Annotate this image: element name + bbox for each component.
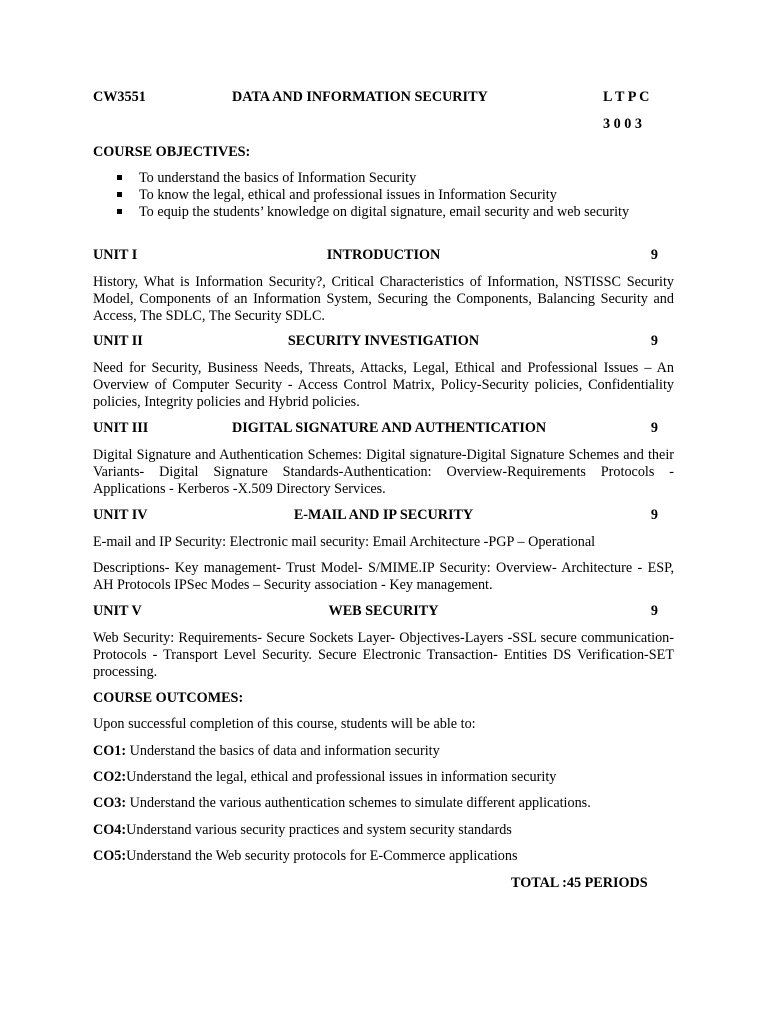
objectives-list: [93, 170, 674, 221]
unit-title: DIGITAL SIGNATURE AND AUTHENTICATION: [232, 420, 547, 436]
unit-title: INTRODUCTION: [326, 247, 441, 263]
unit-content: Need for Security, Business Needs, Threats, Attacks, Legal, Ethical and Professional Issues – An Overview of Computer Security - Access Control Matrix, Policy-Security policies, Confidentiality policies, Integrity policies and Hybrid policies.: [93, 360, 674, 410]
total-periods: TOTAL :45 PERIODS: [511, 875, 648, 891]
outcome-text: Understand various security practices and system security standards: [126, 822, 512, 838]
outcome-item: [93, 795, 674, 812]
objective-item: To understand the basics of Information Security: [93, 170, 674, 187]
outcome-code: CO5:: [93, 848, 127, 864]
outcome-item: [93, 769, 674, 786]
objective-item: To equip the students’ knowledge on digital signature, email security and web security: [93, 204, 674, 221]
outcome-code: CO4:: [93, 822, 127, 838]
unit-hours: 9: [650, 603, 658, 619]
unit-hours: 9: [650, 333, 658, 349]
unit-label: UNIT V: [93, 603, 142, 619]
objective-item: To know the legal, ethical and professional issues in Information Security: [93, 187, 674, 204]
outcome-text: Understand the Web security protocols for E-Commerce applications: [126, 848, 518, 864]
unit-title: E-MAIL AND IP SECURITY: [293, 507, 474, 523]
unit-heading: [93, 247, 674, 265]
outcomes-intro: Upon successful completion of this course, students will be able to:: [93, 716, 476, 732]
unit-heading: [93, 603, 674, 621]
outcome-text: Understand the legal, ethical and professional issues in information security: [126, 769, 557, 785]
ltpc-label: L T P C: [603, 89, 650, 105]
unit-label: UNIT I: [93, 247, 138, 263]
outcome-item: [93, 743, 674, 760]
outcomes-heading: COURSE OUTCOMES:: [93, 690, 244, 706]
total-periods-row: [93, 875, 674, 893]
unit-content: E-mail and IP Security: Electronic mail security: Email Architecture -PGP – Operational: [93, 534, 596, 550]
objectives-heading: COURSE OBJECTIVES:: [93, 144, 251, 160]
unit-hours: 9: [650, 247, 658, 263]
unit-heading: [93, 507, 674, 525]
bullet-icon: [117, 175, 122, 180]
unit-title: WEB SECURITY: [328, 603, 439, 619]
unit-content-continued: Descriptions- Key management- Trust Model- S/MIME.IP Security: Overview- Architecture - ESP, AH Protocols IPSec Modes – Security association - Key management.: [93, 560, 674, 593]
course-header: [93, 89, 674, 107]
outcome-item: [93, 848, 674, 865]
unit-label: UNIT IV: [93, 507, 148, 523]
unit-label: UNIT II: [93, 333, 143, 349]
outcome-item: [93, 822, 674, 839]
unit-content: History, What is Information Security?, Critical Characteristics of Information, NSTISSC Security Model, Components of an Information System, Securing the Components, Balancing Security and Access, The SDLC, The Security SDLC.: [93, 274, 674, 324]
ltpc-values: 3 0 0 3: [603, 116, 643, 132]
unit-hours: 9: [650, 507, 658, 523]
outcome-code: CO1:: [93, 743, 127, 759]
unit-heading: [93, 420, 674, 438]
course-code: CW3551: [93, 89, 146, 105]
ltpc-row: [93, 116, 674, 134]
course-title: DATA AND INFORMATION SECURITY: [232, 89, 488, 105]
unit-content: Digital Signature and Authentication Schemes: Digital signature-Digital Signature Schemes and their Variants- Digital Signature Standards-Authentication: Overview-Requirements Protocols - Applications - Kerberos -X.509 Directory Services.: [93, 447, 674, 497]
outcome-text: Understand the basics of data and information security: [126, 743, 440, 759]
outcome-code: CO3:: [93, 795, 127, 811]
unit-label: UNIT III: [93, 420, 149, 436]
bullet-icon: [117, 192, 122, 197]
bullet-icon: [117, 209, 122, 214]
unit-hours: 9: [650, 420, 658, 436]
outcome-text: Understand the various authentication schemes to simulate different applications.: [126, 795, 591, 811]
unit-title: SECURITY INVESTIGATION: [287, 333, 480, 349]
unit-heading: [93, 333, 674, 351]
unit-content: Web Security: Requirements- Secure Sockets Layer- Objectives-Layers -SSL secure communication-Protocols - Transport Level Security. Secure Electronic Transaction- Entities DS Verification-SET processing.: [93, 630, 674, 680]
outcome-code: CO2:: [93, 769, 127, 785]
